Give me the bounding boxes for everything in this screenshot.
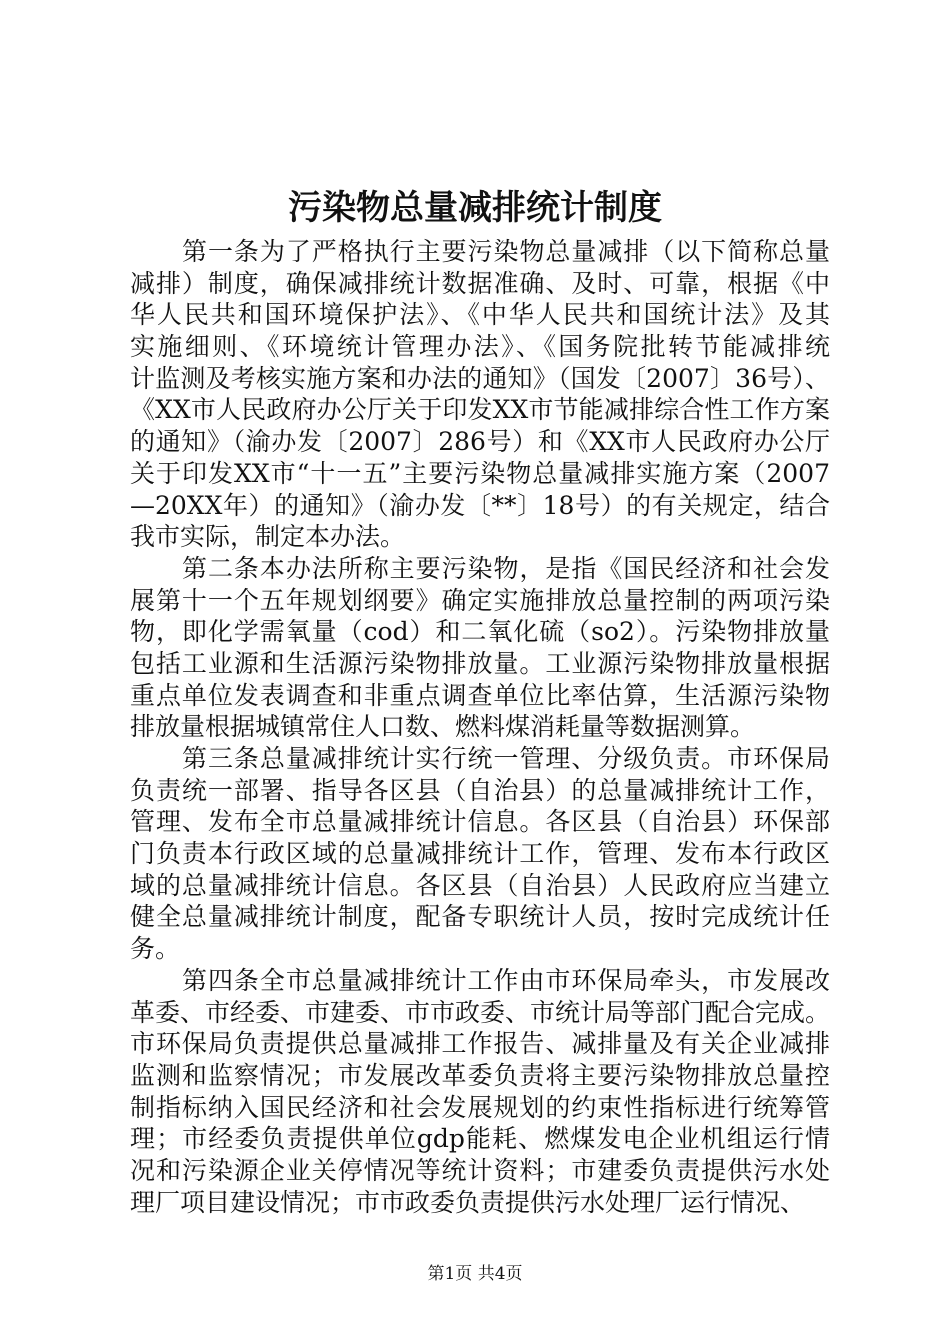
- paragraph-line: 第四条全市总量减排统计工作由市环保局牵头，市发展改: [182, 965, 830, 995]
- paragraph-line: —20XX年）的通知》（渝办发〔**〕18号）的有关规定，结合: [130, 490, 830, 520]
- paragraph-line: 理厂项目建设情况；市市政委负责提供污水处理厂运行情况、: [130, 1187, 806, 1217]
- paragraph-line: 实施细则、《环境统计管理办法》、《国务院批转节能减排统: [130, 332, 830, 362]
- paragraph-line: 计监测及考核实施方案和办法的通知》（国发〔2007〕36号）、: [130, 363, 830, 393]
- paragraph-line: 制指标纳入国民经济和社会发展规划的约束性指标进行统筹管: [130, 1092, 830, 1122]
- paragraph: [130, 236, 830, 553]
- paragraph-line: 管理、发布全市总量减排统计信息。各区县（自治县）环保部: [130, 807, 830, 837]
- paragraph-line: 市环保局负责提供总量减排工作报告、减排量及有关企业减排: [130, 1029, 830, 1059]
- paragraph: [130, 965, 830, 1219]
- paragraph-line: 的通知》（渝办发〔2007〕286号）和《XX市人民政府办公厅: [130, 427, 830, 457]
- paragraph-line: 第一条为了严格执行主要污染物总量减排（以下简称总量: [182, 237, 830, 266]
- paragraph-line: 理；市经委负责提供单位gdp能耗、燃煤发电企业机组运行情: [130, 1124, 830, 1154]
- paragraph-line: 域的总量减排统计信息。各区县（自治县）人民政府应当建立: [130, 870, 830, 900]
- paragraph-line: 第二条本办法所称主要污染物，是指《国民经济和社会发: [182, 553, 830, 583]
- page-footer: 第1页 共4页: [427, 1264, 523, 1284]
- paragraph-line: 健全总量减排统计制度，配备专职统计人员，按时完成统计任: [130, 902, 830, 932]
- paragraph-line: 我市实际，制定本办法。: [130, 522, 406, 552]
- paragraph-line: 包括工业源和生活源污染物排放量。工业源污染物排放量根据: [130, 648, 830, 678]
- paragraph-line: 门负责本行政区域的总量减排统计工作，管理、发布本行政区: [130, 839, 830, 869]
- paragraph-line: 第三条总量减排统计实行统一管理、分级负责。市环保局: [182, 744, 830, 773]
- paragraph-line: 排放量根据城镇常住人口数、燃料煤消耗量等数据测算。: [130, 712, 756, 742]
- paragraph-line: 况和污染源企业关停情况等统计资料；市建委负责提供污水处: [130, 1155, 830, 1185]
- paragraph-line: 负责统一部署、指导各区县（自治县）的总量减排统计工作，: [130, 775, 830, 805]
- paragraph-line: 减排）制度，确保减排统计数据准确、及时、可靠，根据《中: [130, 268, 830, 298]
- document-title: 污染物总量减排统计制度: [288, 188, 662, 228]
- paragraph-line: 务。: [130, 934, 181, 964]
- paragraph: [130, 743, 830, 965]
- paragraph-line: 革委、市经委、市建委、市市政委、市统计局等部门配合完成。: [130, 997, 831, 1027]
- paragraph-line: 物，即化学需氧量（cod）和二氧化硫（so2）。污染物排放量: [130, 617, 830, 647]
- paragraph: [130, 553, 830, 743]
- paragraph-line: 监测和监察情况；市发展改革委负责将主要污染物排放总量控: [130, 1060, 830, 1090]
- paragraph-line: 重点单位发表调查和非重点调查单位比率估算，生活源污染物: [130, 680, 830, 710]
- document-body: [130, 236, 830, 1218]
- paragraph-line: 关于印发XX市“十一五”主要污染物总量减排实施方案（2007: [130, 458, 830, 488]
- paragraph-line: 展第十一个五年规划纲要》确定实施排放总量控制的两项污染: [130, 585, 830, 615]
- paragraph-line: 华人民共和国环境保护法》、《中华人民共和国统计法》及其: [130, 300, 830, 330]
- paragraph-line: 《XX市人民政府办公厅关于印发XX市节能减排综合性工作方案: [130, 395, 830, 425]
